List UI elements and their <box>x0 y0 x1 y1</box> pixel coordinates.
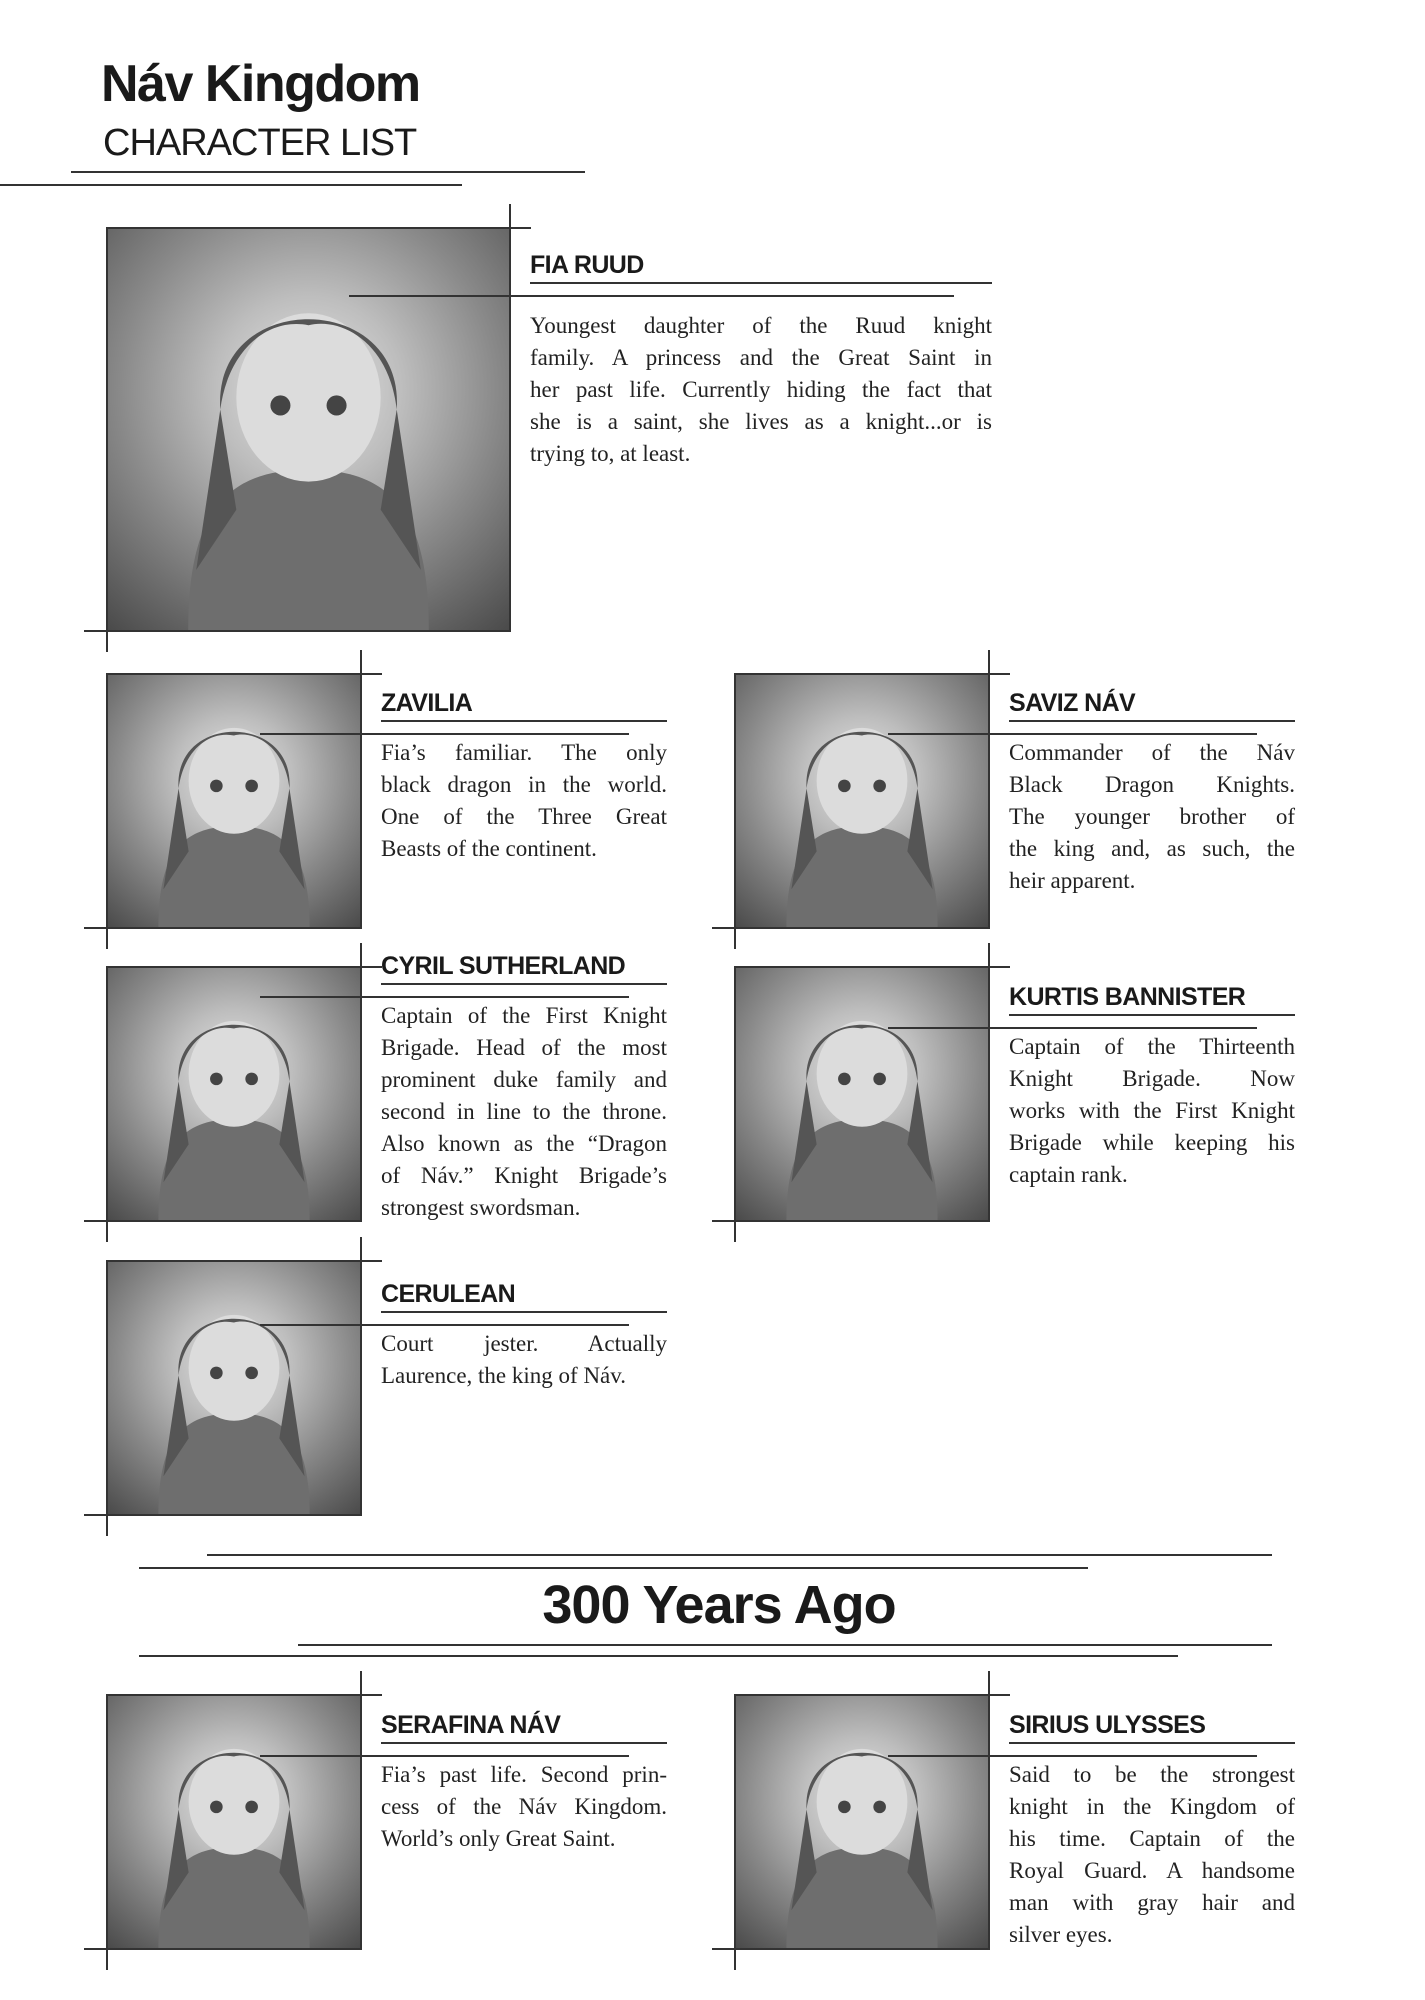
leader-line <box>260 733 629 735</box>
description-line: World’s only Great Saint. <box>381 1826 616 1851</box>
description-line: trying to, at least. <box>530 441 691 466</box>
crop-mark <box>509 204 511 244</box>
description-line: of Náv.” Knight Brigade’s <box>381 1163 667 1188</box>
crop-mark <box>106 630 108 652</box>
description-line: works with the First Knight <box>1009 1098 1295 1123</box>
crop-mark <box>360 1237 362 1277</box>
description-line: Beasts of the continent. <box>381 836 597 861</box>
description-line: Royal Guard. A handsome <box>1009 1858 1295 1883</box>
crop-mark <box>734 1948 736 1970</box>
crop-mark <box>988 943 990 983</box>
divider <box>207 1554 1272 1556</box>
crop-mark <box>84 927 108 929</box>
leader-line <box>260 996 629 998</box>
character-name: FIA RUUD <box>530 251 644 279</box>
zavilia-portrait <box>106 673 362 929</box>
description-line: Youngest daughter of the Ruud knight <box>530 313 992 338</box>
character-name: SAVIZ NÁV <box>1009 689 1136 717</box>
description-line: Fia’s familiar. The only <box>381 740 667 765</box>
description-line: silver eyes. <box>1009 1922 1113 1947</box>
crop-mark <box>360 943 362 983</box>
leader-line <box>349 295 954 297</box>
description-line: family. A princess and the Great Saint in <box>530 345 992 370</box>
description-line: his time. Captain of the <box>1009 1826 1295 1851</box>
section-title: 300 Years Ago <box>542 1575 896 1635</box>
page-title: Náv Kingdom <box>101 55 420 113</box>
character-name: ZAVILIA <box>381 689 473 717</box>
cyril-sutherland-portrait <box>106 966 362 1222</box>
name-underline <box>1009 1014 1295 1016</box>
description-line: her past life. Currently hiding the fact that <box>530 377 992 402</box>
character-name: CYRIL SUTHERLAND <box>381 952 626 980</box>
description-line: heir apparent. <box>1009 868 1136 893</box>
description-line: Knight Brigade. Now <box>1009 1066 1295 1091</box>
name-underline <box>381 983 667 985</box>
description-line: The younger brother of <box>1009 804 1295 829</box>
cerulean-portrait <box>106 1260 362 1516</box>
character-name: CERULEAN <box>381 1280 516 1308</box>
crop-mark <box>106 927 108 949</box>
leader-line <box>888 733 1257 735</box>
description-line: Brigade. Head of the most <box>381 1035 667 1060</box>
crop-mark <box>988 650 990 690</box>
character-description <box>530 310 992 470</box>
character-description <box>1009 1759 1295 1951</box>
crop-mark <box>360 1671 362 1711</box>
name-underline <box>381 1311 667 1313</box>
description-line: Also known as the “Dragon <box>381 1131 667 1156</box>
character-name: SIRIUS ULYSSES <box>1009 1711 1206 1739</box>
crop-mark <box>84 1514 108 1516</box>
divider <box>298 1644 1272 1646</box>
name-underline <box>1009 720 1295 722</box>
description-line: knight in the Kingdom of <box>1009 1794 1295 1819</box>
crop-mark <box>342 1694 382 1696</box>
crop-mark <box>342 1260 382 1262</box>
description-line: prominent duke family and <box>381 1067 667 1092</box>
description-line: Brigade while keeping his <box>1009 1130 1295 1155</box>
crop-mark <box>712 1948 736 1950</box>
description-line: Fia’s past life. Second prin- <box>381 1762 667 1787</box>
divider <box>139 1567 1088 1569</box>
description-line: she is a saint, she lives as a knight...or is <box>530 409 992 434</box>
kurtis-bannister-portrait <box>734 966 990 1222</box>
crop-mark <box>84 1220 108 1222</box>
description-line: strongest swordsman. <box>381 1195 581 1220</box>
crop-mark <box>712 1220 736 1222</box>
crop-mark <box>734 1220 736 1242</box>
description-line: Laurence, the king of Náv. <box>381 1363 627 1388</box>
description-line: One of the Three Great <box>381 804 667 829</box>
fia-ruud-portrait <box>106 227 511 632</box>
character-name: SERAFINA NÁV <box>381 1711 561 1739</box>
description-line: the king and, as such, the <box>1009 836 1295 861</box>
character-description <box>1009 1031 1295 1191</box>
crop-mark <box>712 927 736 929</box>
divider <box>0 184 462 186</box>
crop-mark <box>491 227 531 229</box>
divider <box>71 171 585 173</box>
leader-line <box>260 1324 629 1326</box>
sirius-ulysses-portrait <box>734 1694 990 1950</box>
description-line: Captain of the First Knight <box>381 1003 667 1028</box>
leader-line <box>888 1755 1257 1757</box>
page-subtitle: CHARACTER LIST <box>103 122 417 164</box>
crop-mark <box>342 673 382 675</box>
serafina-nav-portrait <box>106 1694 362 1950</box>
character-description <box>381 1759 667 1855</box>
description-line: captain rank. <box>1009 1162 1128 1187</box>
description-line: Said to be the strongest <box>1009 1762 1295 1787</box>
character-description <box>1009 737 1295 897</box>
description-line: Commander of the Náv <box>1009 740 1295 765</box>
crop-mark <box>360 650 362 690</box>
name-underline <box>1009 1742 1295 1744</box>
leader-line <box>888 1027 1257 1029</box>
divider <box>139 1655 1178 1657</box>
name-underline <box>530 282 992 284</box>
name-underline <box>381 1742 667 1744</box>
crop-mark <box>734 927 736 949</box>
description-line: cess of the Náv Kingdom. <box>381 1794 667 1819</box>
description-line: Black Dragon Knights. <box>1009 772 1295 797</box>
crop-mark <box>106 1948 108 1970</box>
leader-line <box>260 1755 629 1757</box>
crop-mark <box>970 673 1010 675</box>
crop-mark <box>84 1948 108 1950</box>
crop-mark <box>84 630 108 632</box>
character-name: KURTIS BANNISTER <box>1009 983 1246 1011</box>
crop-mark <box>106 1514 108 1536</box>
saviz-nav-portrait <box>734 673 990 929</box>
description-line: man with gray hair and <box>1009 1890 1295 1915</box>
character-description <box>381 1328 667 1392</box>
crop-mark <box>342 966 382 968</box>
description-line: Captain of the Thirteenth <box>1009 1034 1295 1059</box>
description-line: Court jester. Actually <box>381 1331 667 1356</box>
crop-mark <box>970 1694 1010 1696</box>
crop-mark <box>106 1220 108 1242</box>
character-description <box>381 737 667 865</box>
crop-mark <box>970 966 1010 968</box>
description-line: black dragon in the world. <box>381 772 667 797</box>
description-line: second in line to the throne. <box>381 1099 667 1124</box>
name-underline <box>381 720 667 722</box>
character-description <box>381 1000 667 1224</box>
crop-mark <box>988 1671 990 1711</box>
